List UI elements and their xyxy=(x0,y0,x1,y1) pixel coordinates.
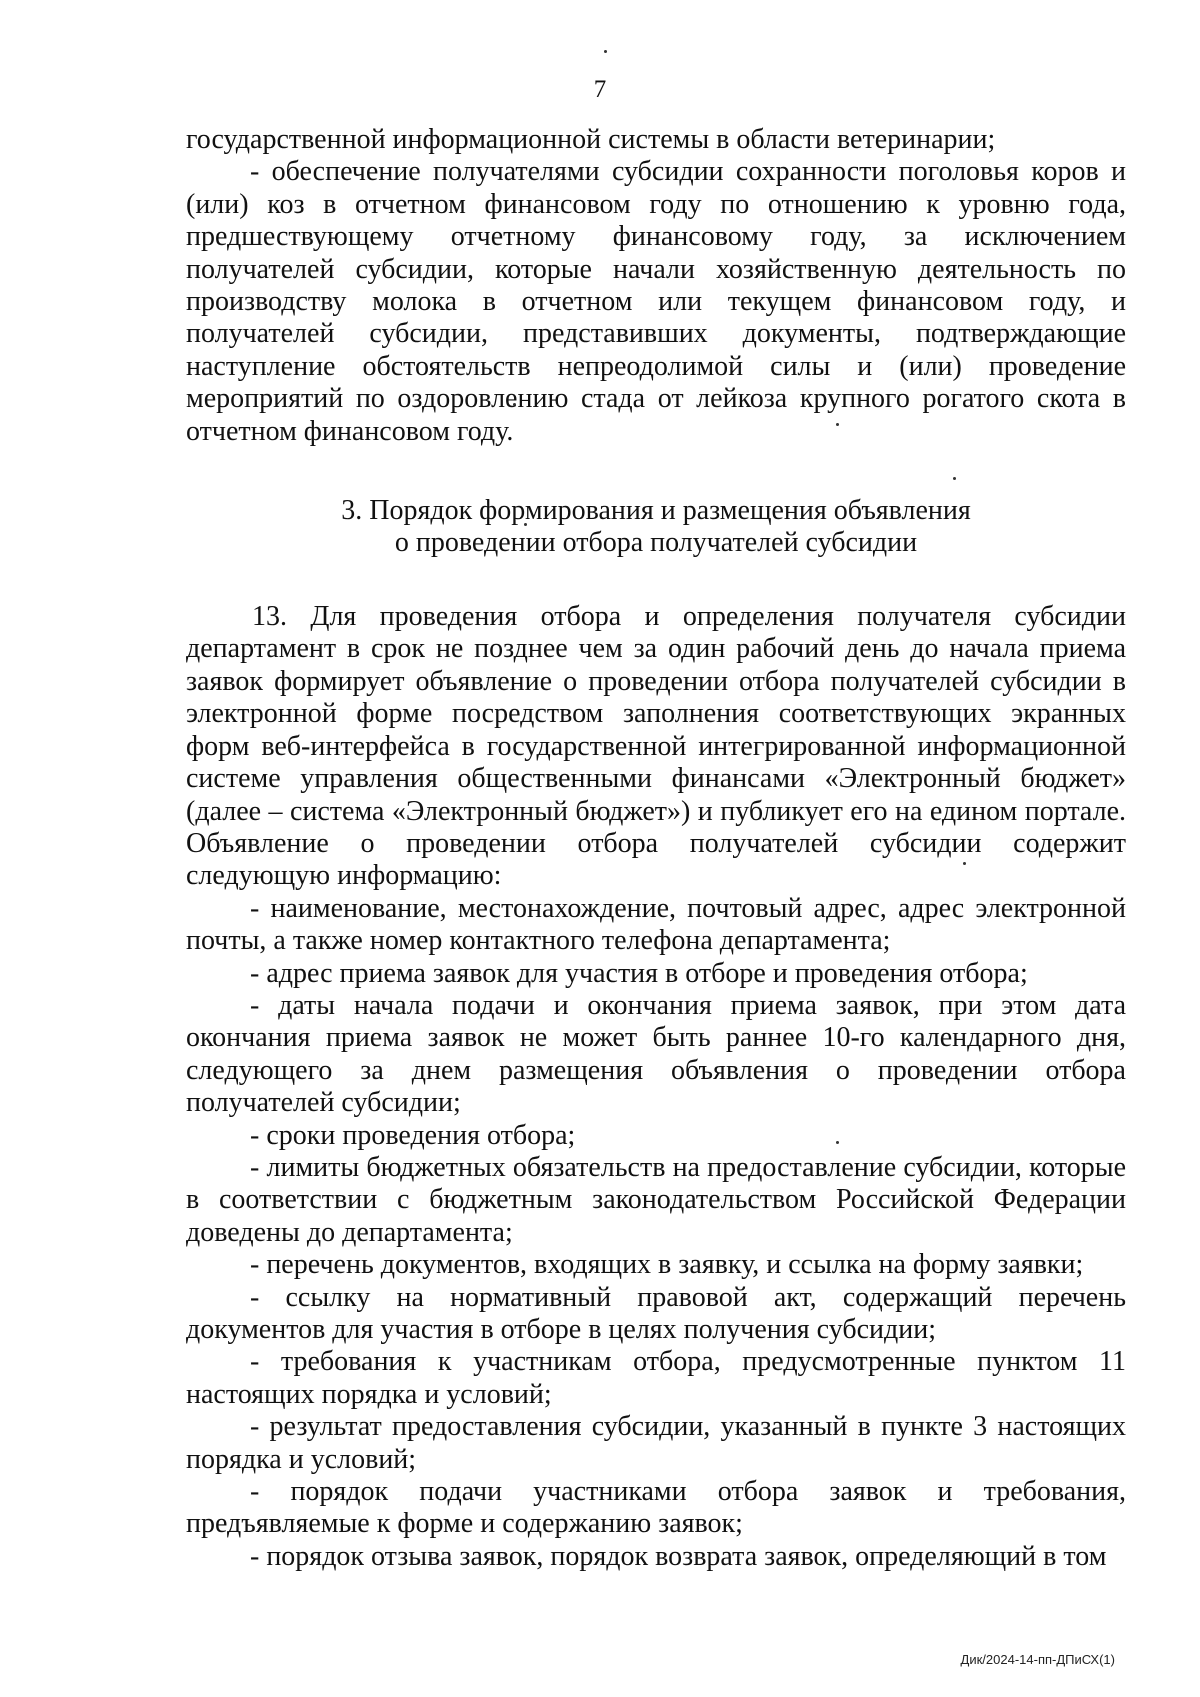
paragraph-item-13: 13. Для проведения отбора и определения получателя субсидии департамент в срок не позднее чем за один рабочий день до начала приема заявок формирует объявление о проведении отбора получателей субсидии в электронной форме посредством заполнения соответствующих экранных форм веб-интерфейса в государственной интегрированной информационной системе управления общественными финансами «Электронный бюджет» (далее – система «Электронный бюджет») и публикует его на едином портале. Объявление о проведении отбора получателей субсидии содержит следующую информацию: xyxy=(186,601,1126,892)
list-item: - требования к участникам отбора, предусмотренные пунктом 11 настоящих порядка и условий; xyxy=(186,1346,1126,1410)
list-item: - перечень документов, входящих в заявку, и ссылка на форму заявки; xyxy=(250,1249,1084,1281)
list-item: - наименование, местонахождение, почтовый адрес, адрес электронной почты, а также номер контактного телефона департамента; xyxy=(186,892,1126,957)
document-code: Дик/2024-14-пп-ДПиСХ(1) xyxy=(960,1652,1115,1667)
section-heading-line-1: 3. Порядок формирования и размещения объявления xyxy=(341,495,971,527)
section-heading-line-2: о проведении отбора получателей субсидии xyxy=(394,527,918,559)
list-item: - результат предоставления субсидии, указанный в пункте 3 настоящих порядка и условий; xyxy=(186,1411,1126,1475)
scan-speck xyxy=(604,50,607,53)
page-number: 7 xyxy=(593,76,607,103)
list-item: - порядок отзыва заявок, порядок возврата заявок, определяющий в том xyxy=(250,1540,1107,1572)
list-item: - порядок подачи участниками отбора заявок и требования, предъявляемые к форме и содержанию заявок; xyxy=(186,1476,1126,1540)
document-body xyxy=(186,124,1126,1573)
list-item: - сроки проведения отбора; xyxy=(250,1119,576,1151)
list-item: - даты начала подачи и окончания приема заявок, при этом дата окончания приема заявок не может быть раннее 10-го календарного дня, следующего за днем размещения объявления о проведении отбора получателей субсидии; xyxy=(186,989,1126,1119)
paragraph-continuation: государственной информационной системы в области ветеринарии; xyxy=(186,124,996,155)
list-item: - адрес приема заявок для участия в отборе и проведения отбора; xyxy=(250,957,1028,989)
list-item: - ссылку на нормативный правовой акт, содержащий перечень документов для участия в отборе в целях получения субсидии; xyxy=(186,1281,1126,1345)
paragraph-livestock-requirement: - обеспечение получателями субсидии сохранности поголовья коров и (или) коз в отчетном финансовом году по отношению к уровню года, предшествующему отчетному финансовому году, за исключением получателей субсидии, которые начали хозяйственную деятельность по производству молока в отчетном или текущем финансовом году, и получателей субсидии, представивших документы, подтверждающие наступление обстоятельств непреодолимой силы и (или) проведение мероприятий по оздоровлению стада от лейкоза крупного рогатого скота в отчетном финансовом году. xyxy=(186,156,1126,447)
list-item: - лимиты бюджетных обязательств на предоставление субсидии, которые в соответствии с бюджетным законодательством Российской Федерации доведены до департамента; xyxy=(186,1151,1126,1248)
section-heading xyxy=(186,495,1126,559)
